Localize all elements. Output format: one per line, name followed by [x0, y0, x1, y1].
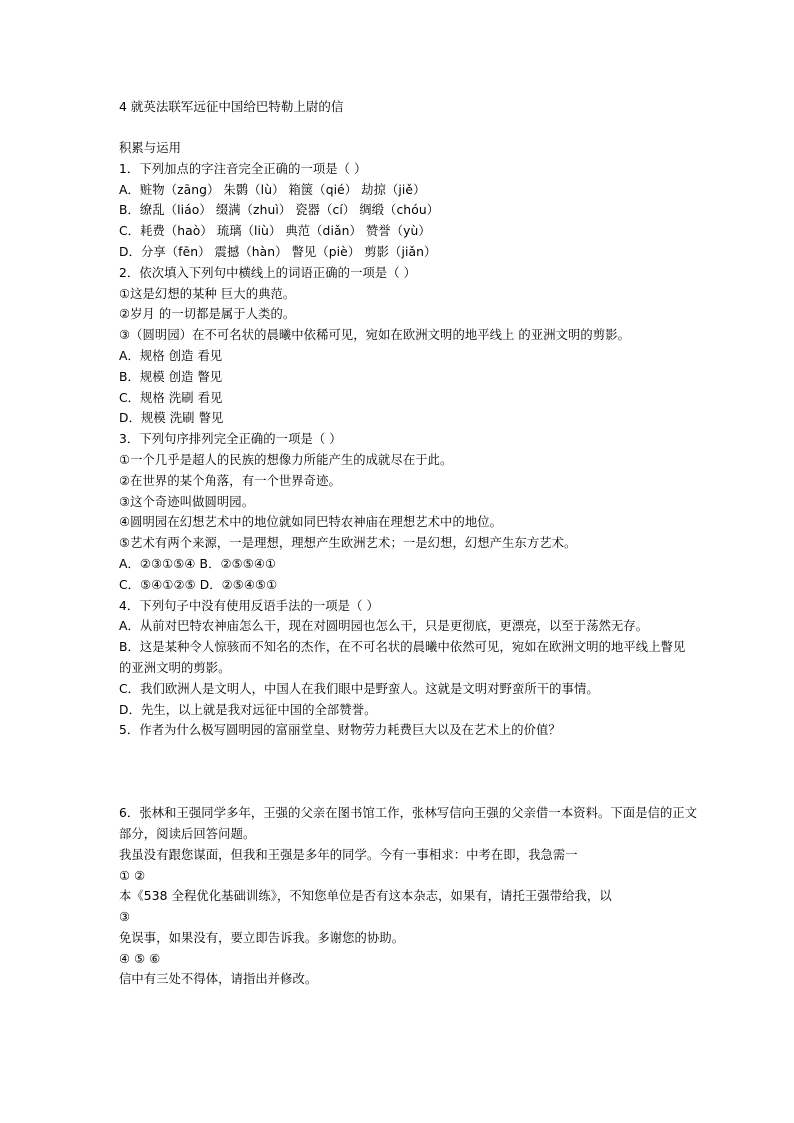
question-1-option-d: D．分享（fēn） 震撼（hàn） 瞥见（piè） 剪影（jiǎn）: [119, 244, 437, 259]
question-2-sentence-1: ①这是幻想的某种 巨大的典范。: [119, 286, 296, 301]
question-3-stem: 3．下列句序排列完全正确的一项是（ ）: [119, 432, 342, 447]
question-2-sentence-3: ③（圆明园）在不可名状的晨曦中依稀可见，宛如在欧洲文明的地平线上 的亚洲文明的剪影。: [119, 328, 631, 343]
question-4-option-b: B．这是某种令人惊骇而不知名的杰作，在不可名状的晨曦中依然可见，宛如在欧洲文明的地平线上瞥见: [119, 640, 686, 655]
question-6-stem-line-1: 6．张林和王强同学多年，王强的父亲在图书馆工作，张林写信向王强的父亲借一本资料。下面是信的正文: [119, 806, 698, 821]
question-4-option-c: C．我们欧洲人是文明人，中国人在我们眼中是野蛮人。这就是文明对野蛮所干的事情。: [119, 681, 599, 696]
question-3-options-cd: C．⑤④①②⑤ D．②⑤④⑤①: [119, 577, 278, 592]
question-2-option-a: A．规格 创造 看见: [119, 348, 223, 363]
question-2-option-d: D．规模 洗刷 瞥见: [119, 411, 224, 426]
question-6-stem-line-2: 部分，阅读后回答问题。: [119, 826, 256, 841]
letter-line-1: 我虽没有跟您谋面，但我和王强是多年的同学。今有一事相求：中考在即，我急需一: [119, 847, 578, 862]
question-2-stem: 2．依次填入下列句中横线上的词语正确的一项是（ ）: [119, 265, 417, 280]
letter-markers-2: ③: [119, 910, 131, 925]
question-2-option-c: C．规格 洗刷 看见: [119, 390, 223, 405]
question-2-option-b: B．规模 创造 瞥见: [119, 369, 223, 384]
question-1-option-b: B．缭乱（liáo） 缀满（zhuì） 瓷器（cí） 绸缎（chóu）: [119, 203, 440, 218]
letter-line-3: 免误事，如果没有，要立即告诉我。多谢您的协助。: [119, 930, 405, 945]
page-title: 4 就英法联军远征中国给巴特勒上尉的信: [119, 99, 344, 114]
question-4-option-d: D．先生，以上就是我对远征中国的全部赞誉。: [119, 702, 377, 717]
question-4-option-b-cont: 的亚洲文明的剪影。: [119, 660, 231, 675]
question-3-sentence-5: ⑤艺术有两个来源，一是理想，理想产生欧洲艺术；一是幻想，幻想产生东方艺术。: [119, 536, 577, 551]
letter-markers-3: ④ ⑤ ⑥: [119, 951, 161, 966]
question-5-stem: 5．作者为什么极写圆明园的富丽堂皇、财物劳力耗费巨大以及在艺术上的价值？: [119, 723, 561, 738]
letter-markers-1: ① ②: [119, 868, 146, 883]
question-1-option-a: A．赃物（zāng） 朱鹮（lù） 箱箧（qié） 劫掠（jiě）: [119, 182, 426, 197]
question-2-sentence-2: ②岁月 的一切都是属于人类的。: [119, 307, 296, 322]
question-3-sentence-3: ③这个奇迹叫做圆明园。: [119, 494, 255, 509]
question-3-sentence-4: ④圆明园在幻想艺术中的地位就如同巴特农神庙在理想艺术中的地位。: [119, 515, 503, 530]
question-4-option-a: A．从前对巴特农神庙怎么干，现在对圆明园也怎么干，只是更彻底，更漂亮，以至于荡然无存。: [119, 619, 649, 634]
letter-line-2: 本《538 全程优化基础训练》，不知您单位是否有这本杂志，如果有，请托王强带给我，以: [119, 889, 612, 904]
question-6-prompt: 信中有三处不得体，请指出并修改。: [119, 972, 318, 987]
question-1-stem: 1．下列加点的字注音完全正确的一项是（ ）: [119, 161, 367, 176]
question-3-sentence-2: ②在世界的某个角落，有一个世界奇迹。: [119, 473, 341, 488]
answer-space: [119, 741, 689, 803]
question-3-options-ab: A．②③①⑤④ B．②⑤⑤④①: [119, 556, 277, 571]
question-3-sentence-1: ①一个几乎是超人的民族的想像力所能产生的成就尽在于此。: [119, 452, 453, 467]
exercise-body: [119, 138, 698, 990]
question-4-stem: 4．下列句子中没有使用反语手法的一项是（ ）: [119, 598, 379, 613]
question-1-option-c: C．耗费（haò） 琉璃（liù） 典范（diǎn） 赞誉（yù）: [119, 224, 431, 239]
section-label: 积累与运用: [119, 141, 181, 155]
